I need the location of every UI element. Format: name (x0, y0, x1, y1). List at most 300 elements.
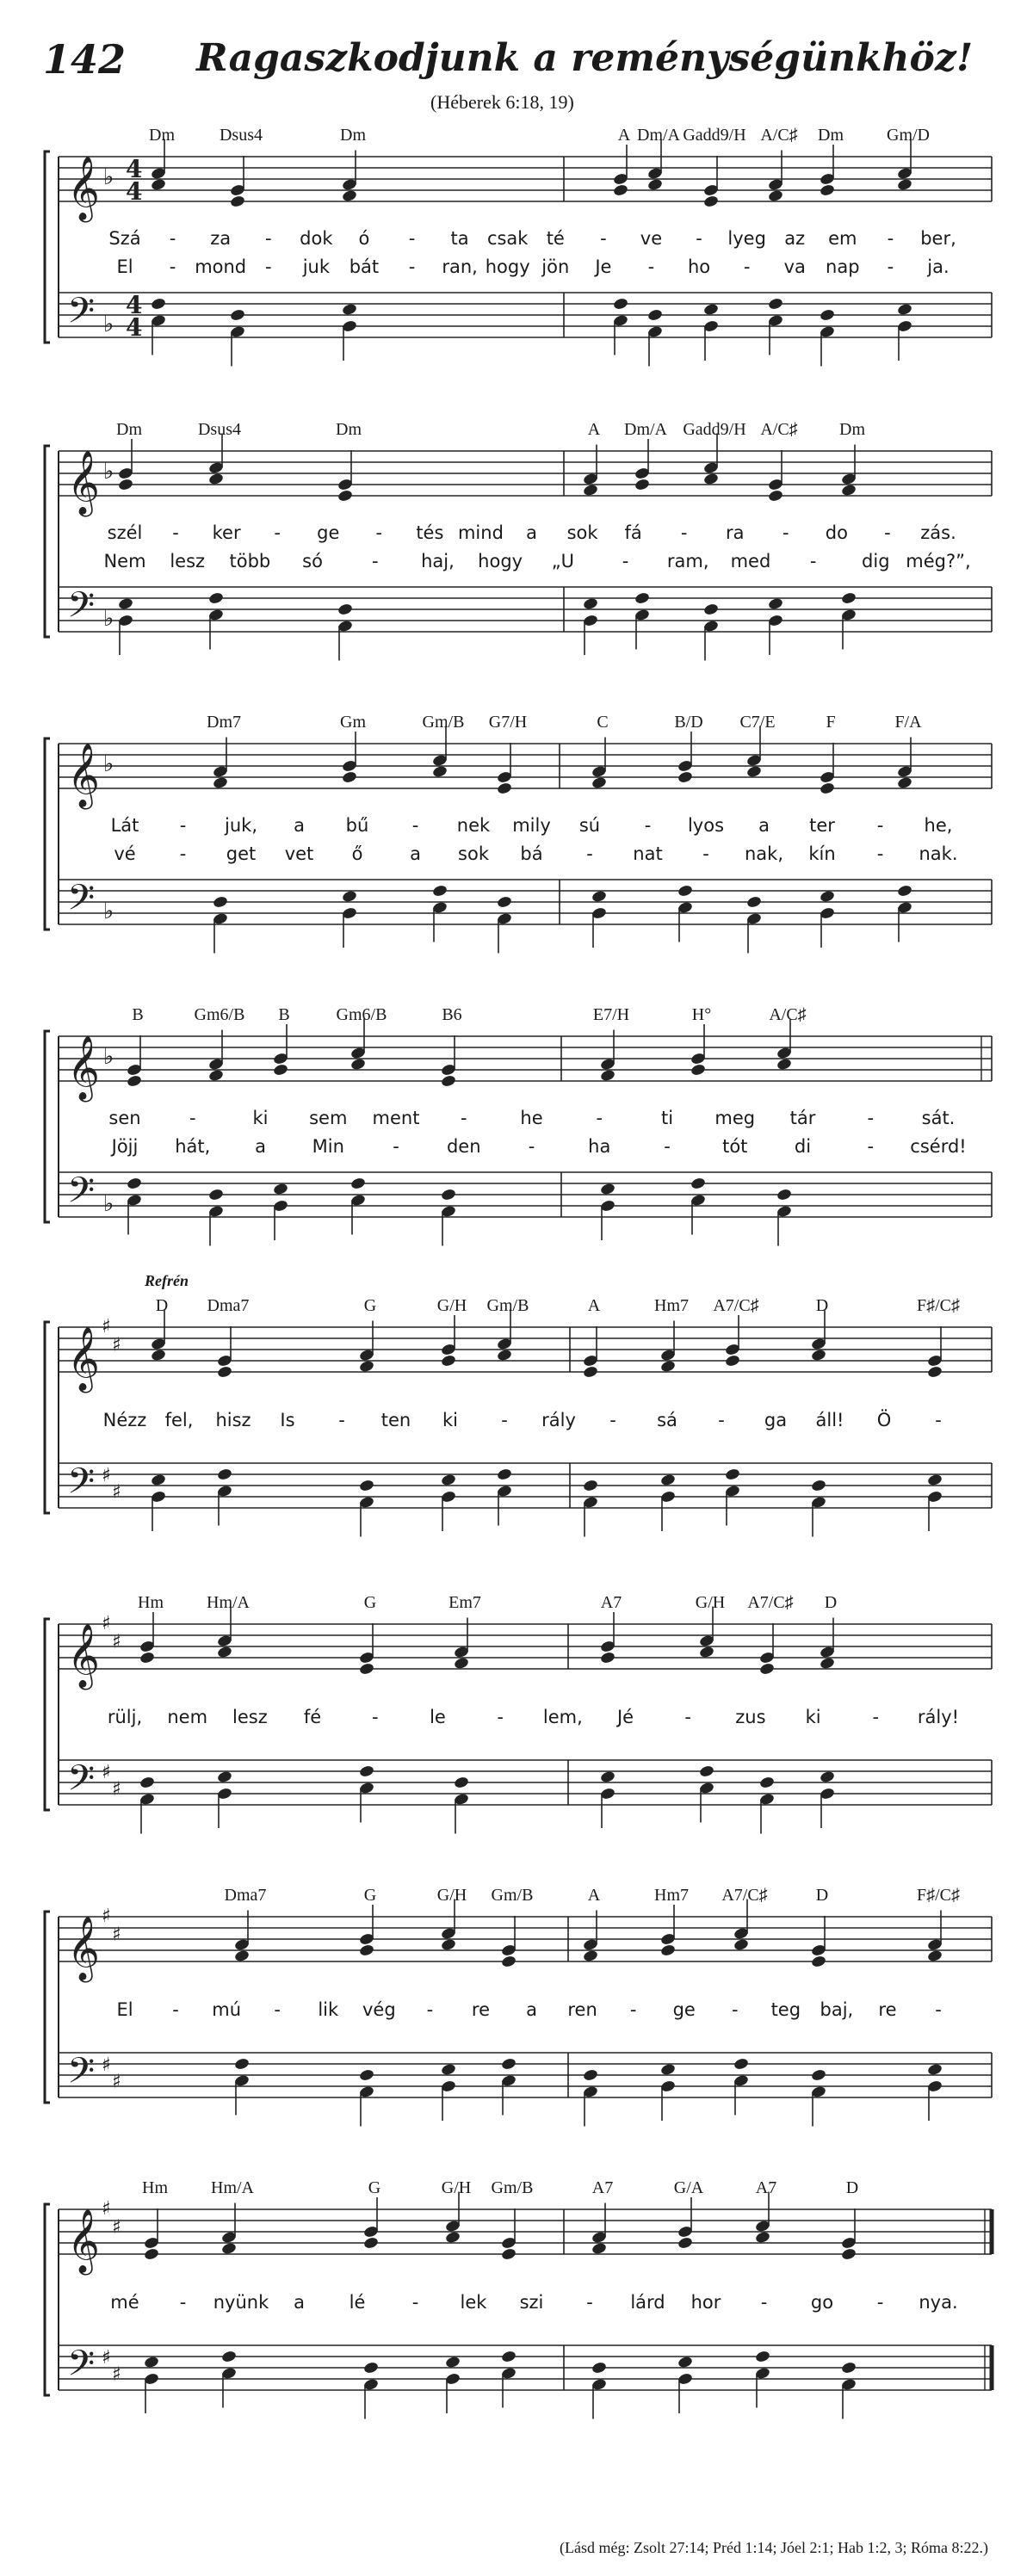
chord-symbol: G/H (695, 1593, 726, 1612)
note-head (583, 1949, 599, 1963)
lyric-syllable: nya. (919, 2292, 958, 2313)
lyric-syllable: té (546, 228, 565, 249)
note-head (759, 1662, 776, 1676)
lyric-syllable: rülj, (107, 1707, 143, 1727)
note-head (677, 2236, 694, 2250)
note-head (359, 2068, 375, 2082)
lyric-syllable: ha (588, 1136, 611, 1157)
lyric-syllable: ran, (442, 256, 478, 277)
lyric-syllable: juk (302, 256, 330, 277)
key-sharp-icon: ♯ (112, 1924, 121, 1946)
refrain-label: Refrén (145, 1272, 189, 1289)
note-head (820, 1657, 836, 1671)
lyric-syllable: sát. (921, 1108, 956, 1128)
lyric-syllable: - (644, 815, 652, 836)
lyric-syllable: vég (362, 1999, 396, 2020)
note-head (441, 2063, 457, 2077)
lyric-syllable: - (274, 1999, 281, 2020)
lyric-syllable: - (586, 843, 593, 864)
lyric-syllable: baj, (820, 1999, 854, 2020)
scripture-reference: (Héberek 6:18, 19) (430, 91, 574, 113)
note-head (703, 473, 720, 486)
note-head (273, 1063, 289, 1077)
lyric-syllable: rály (541, 1410, 576, 1430)
lyric-syllable: meg (714, 1108, 756, 1128)
key-sharp-icon: ♯ (102, 1762, 111, 1783)
lyric-syllable: ta (450, 228, 469, 249)
lyric-syllable: - (867, 1136, 875, 1157)
note-head (217, 1770, 233, 1784)
lyric-syllable: - (338, 1410, 345, 1430)
lyric-syllable: mé (110, 2292, 139, 2313)
bass-clef-icon: 𝄢 (67, 1461, 96, 1510)
treble-clef-icon: 𝄞 (67, 157, 100, 220)
note-head (350, 1058, 367, 1072)
lyric-syllable: szi (519, 2292, 544, 2313)
music-system (0, 120, 1033, 460)
lyric-syllable: - (586, 2292, 593, 2313)
note-head (217, 1467, 233, 1481)
chord-symbol: F/A (894, 713, 922, 732)
note-head (755, 2350, 771, 2363)
chord-symbol: G7/H (488, 713, 528, 732)
chord-symbol: A7 (755, 2178, 777, 2197)
note-head (927, 1949, 943, 1963)
lyric-syllable: - (408, 256, 416, 277)
note-head (647, 178, 664, 192)
chord-symbol: Hm/A (211, 2178, 254, 2197)
lyric-syllable: ó (358, 228, 370, 249)
lyric-syllable: dok (300, 228, 333, 249)
chord-symbol: B/D (674, 713, 703, 732)
key-sharp-icon: ♯ (112, 1481, 121, 1504)
lyric-syllable: sá (657, 1410, 677, 1430)
lyric-syllable: Jé (616, 1707, 634, 1727)
lyric-syllable: va (783, 256, 806, 277)
note-head (441, 1074, 457, 1088)
lyric-syllable: - (172, 522, 179, 543)
lyric-syllable: a (758, 815, 770, 836)
lyric-syllable: den (446, 1136, 481, 1157)
lyric-syllable: Is (280, 1410, 295, 1430)
bass-clef-icon: 𝄢 (67, 2343, 96, 2393)
note-head (811, 1955, 827, 1968)
lyric-syllable: - (169, 228, 176, 249)
lyric-syllable: sen (108, 1108, 141, 1128)
note-head (230, 308, 246, 322)
time-signature: 4 (126, 177, 143, 206)
system-bracket (45, 2204, 50, 2395)
note-head (221, 2242, 238, 2256)
chord-symbol: A (617, 126, 631, 145)
chord-symbol: A (587, 420, 601, 439)
note-head (441, 1188, 457, 1202)
chord-symbol: A7/C♯ (713, 1296, 759, 1315)
chord-symbol: A7 (591, 2178, 614, 2197)
note-head (820, 1770, 836, 1784)
lyric-syllable: a (526, 1999, 537, 2020)
note-head (699, 1646, 715, 1659)
lyric-syllable: - (867, 1108, 875, 1128)
lyric-syllable: - (179, 2292, 187, 2313)
note-head (591, 2242, 608, 2256)
lyric-syllable: teg (770, 1999, 801, 2020)
lyric-syllable: hogy (485, 256, 530, 277)
lyric-syllable: ge (672, 1999, 696, 2020)
lyric-syllable: med (730, 551, 771, 571)
lyric-syllable: - (684, 1707, 692, 1727)
lyric-syllable: - (884, 522, 891, 543)
note-head (820, 890, 836, 904)
key-sharp-icon: ♯ (102, 2198, 111, 2220)
chord-symbol: G/A (673, 2178, 704, 2197)
lyric-syllable: - (179, 843, 187, 864)
note-head (841, 591, 857, 605)
note-head (230, 195, 246, 208)
note-head (768, 297, 784, 311)
note-head (613, 183, 629, 197)
lyric-syllable: hát, (175, 1136, 211, 1157)
lyric-syllable: lem, (542, 1707, 583, 1727)
chord-symbol: E7/H (592, 1005, 630, 1024)
note-head (583, 1479, 599, 1492)
note-head (208, 1069, 225, 1083)
lyric-syllable: ram, (666, 551, 709, 571)
chord-symbol: Em7 (448, 1593, 481, 1612)
lyric-syllable: - (179, 815, 187, 836)
lyric-syllable: - (680, 522, 688, 543)
lyric-syllable: fá (624, 522, 642, 543)
lyric-syllable: bű (345, 815, 369, 836)
lyric-syllable: ber, (920, 228, 956, 249)
note-head (454, 1657, 470, 1671)
lyric-syllable: zus (735, 1707, 766, 1727)
lyric-syllable: ti (660, 1108, 674, 1128)
key-sharp-icon: ♯ (112, 2216, 121, 2239)
lyric-syllable: - (371, 1707, 379, 1727)
lyric-syllable: he, (924, 815, 953, 836)
note-head (897, 178, 913, 192)
chord-symbol: Dm (116, 420, 142, 439)
note-head (359, 1662, 375, 1676)
chord-symbol: Gm/D (887, 126, 930, 145)
note-head (501, 2247, 517, 2261)
key-sharp-icon: ♯ (102, 1316, 111, 1337)
chord-symbol: F♯/C♯ (916, 1296, 961, 1315)
key-flat-icon: ♭ (103, 312, 114, 337)
lyric-syllable: ten (380, 1410, 411, 1430)
bass-clef-icon: 𝄢 (67, 290, 96, 340)
chord-symbol: H° (691, 1005, 712, 1024)
chord-symbol: A/C♯ (760, 126, 798, 145)
lyric-syllable: jön (541, 256, 570, 277)
chord-symbol: Gm/B (491, 1886, 534, 1905)
note-head (359, 1360, 375, 1374)
note-head (497, 1467, 513, 1481)
note-head (337, 489, 354, 503)
lyric-syllable: - (647, 256, 655, 277)
note-head (647, 308, 664, 322)
chord-symbol: G (363, 1886, 377, 1905)
chord-symbol: C (597, 713, 609, 732)
note-head (841, 2247, 857, 2261)
note-head (703, 303, 720, 317)
note-head (703, 195, 720, 208)
key-flat-icon: ♭ (103, 606, 114, 632)
chord-symbol: G (368, 2178, 381, 2197)
lyric-syllable: - (411, 2292, 419, 2313)
lyric-syllable: lesz (170, 551, 206, 571)
lyric-syllable: lek (460, 2292, 487, 2313)
bass-clef-icon: 𝄢 (67, 2050, 96, 2100)
lyric-syllable: - (375, 522, 383, 543)
note-head (217, 1365, 233, 1379)
key-sharp-icon: ♯ (102, 2347, 111, 2369)
note-head (342, 890, 358, 904)
staff-graphics (0, 2173, 1033, 2513)
lyric-syllable: zás. (920, 522, 956, 543)
lyric-syllable: ra (725, 522, 745, 543)
lyric-syllable: ja. (927, 256, 949, 277)
note-head (768, 597, 784, 611)
note-head (634, 591, 651, 605)
note-head (221, 2350, 238, 2363)
note-head (441, 1938, 457, 1952)
chord-symbol: D (824, 1593, 838, 1612)
chord-symbol: A/C♯ (769, 1005, 807, 1024)
note-head (497, 895, 513, 909)
chord-symbol: Gm (340, 713, 366, 732)
lyric-syllable: - (264, 256, 272, 277)
lyric-syllable: - (809, 551, 817, 571)
chord-symbol: F♯/C♯ (916, 1886, 961, 1905)
key-sharp-icon: ♯ (112, 1631, 121, 1653)
lyric-syllable: - (501, 1410, 508, 1430)
music-system (0, 1272, 1033, 1631)
lyric-syllable: - (935, 1999, 942, 2020)
chord-symbol: Hm/A (207, 1593, 250, 1612)
key-flat-icon: ♭ (103, 164, 114, 190)
lyric-syllable: bát (349, 256, 380, 277)
system-bracket (45, 151, 50, 343)
chord-symbol: Hm (138, 1593, 164, 1612)
lyric-syllable: - (393, 1136, 399, 1157)
key-sharp-icon: ♯ (102, 2054, 111, 2076)
note-head (497, 781, 513, 795)
chord-symbol: B6 (442, 1005, 462, 1024)
lyric-syllable: do (825, 522, 848, 543)
note-head (151, 297, 167, 311)
lyric-syllable: juk, (225, 815, 257, 836)
note-head (699, 1764, 715, 1778)
system-bracket (45, 1322, 50, 1513)
music-system (0, 1588, 1033, 1928)
lyric-syllable: „U (551, 551, 574, 571)
lyric-syllable: a (410, 843, 421, 864)
key-sharp-icon: ♯ (112, 2363, 121, 2386)
note-head (660, 1943, 677, 1957)
lyric-syllable: - (743, 256, 751, 277)
lyric-syllable: szél (107, 522, 143, 543)
chord-symbol: B (278, 1005, 290, 1024)
lyric-syllable: mú (212, 1999, 242, 2020)
note-head (217, 1646, 233, 1659)
lyric-syllable: - (408, 228, 416, 249)
key-flat-icon: ♭ (103, 751, 114, 777)
chord-symbol: Gm/B (422, 713, 465, 732)
note-head (820, 183, 836, 197)
note-head (583, 1365, 599, 1379)
note-head (151, 178, 167, 192)
lyric-syllable: - (718, 1410, 725, 1430)
lyric-syllable: - (696, 228, 702, 249)
key-flat-icon: ♭ (103, 1191, 114, 1217)
lyric-syllable: ga (764, 1410, 788, 1430)
lyric-syllable: sem (309, 1108, 348, 1128)
note-head (342, 303, 358, 317)
lyric-syllable: rály! (917, 1707, 960, 1727)
staff-graphics (0, 120, 1033, 460)
lyric-syllable: nyünk (213, 2292, 269, 2313)
note-head (342, 189, 358, 203)
lyric-syllable: El (116, 1999, 133, 2020)
note-head (811, 2068, 827, 2082)
lyric-syllable: Lát (110, 815, 139, 836)
note-head (591, 2361, 608, 2375)
treble-clef-icon: 𝄞 (67, 451, 100, 515)
lyric-syllable: - (876, 2292, 884, 2313)
chord-symbol: G/H (436, 1886, 467, 1905)
note-head (725, 1467, 741, 1481)
lyric-syllable: go (810, 2292, 834, 2313)
key-flat-icon: ♭ (103, 899, 114, 924)
time-signature: 4 (126, 313, 143, 342)
lyric-syllable: mond (195, 256, 247, 277)
lyric-syllable: sok (458, 843, 489, 864)
note-head (337, 602, 354, 616)
chord-symbol: Dm/A (637, 126, 680, 145)
lyric-syllable: Jöjj (111, 1136, 139, 1157)
note-head (897, 776, 913, 790)
lyric-syllable: nap (826, 256, 860, 277)
note-head (127, 1177, 143, 1190)
bass-clef-icon: 𝄢 (67, 1170, 96, 1220)
note-head (118, 478, 134, 491)
note-head (363, 2236, 380, 2250)
lyric-syllable: több (229, 551, 271, 571)
lyric-syllable: Min (312, 1136, 344, 1157)
lyric-syllable: ki (252, 1108, 269, 1128)
note-head (634, 478, 651, 491)
note-head (841, 2361, 857, 2375)
lyric-syllable: mily (512, 815, 551, 836)
lyric-syllable: ren (567, 1999, 597, 2020)
note-head (273, 1183, 289, 1196)
note-head (139, 1651, 156, 1665)
chord-symbol: F (826, 713, 836, 732)
lyric-syllable: - (887, 256, 894, 277)
note-head (820, 781, 836, 795)
lyric-syllable: dig (862, 551, 890, 571)
chord-symbol: C7/E (739, 713, 776, 732)
lyric-syllable: csérd! (910, 1136, 967, 1157)
chord-symbol: Dma7 (224, 1886, 267, 1905)
note-head (776, 1188, 793, 1202)
lyric-syllable: get (226, 843, 257, 864)
note-head (359, 1764, 375, 1778)
note-head (811, 1349, 827, 1362)
note-head (501, 2350, 517, 2363)
lyric-syllable: Nézz (102, 1410, 147, 1430)
lyric-syllable: fé (303, 1707, 322, 1727)
note-head (583, 2068, 599, 2082)
key-sharp-icon: ♯ (102, 1465, 111, 1486)
chord-symbol: A (587, 1296, 601, 1315)
lyric-syllable: kín (808, 843, 836, 864)
lyric-syllable: nak. (919, 843, 958, 864)
lyric-syllable: lé (349, 2292, 366, 2313)
note-head (927, 1365, 943, 1379)
lyric-syllable: csak (486, 228, 529, 249)
lyric-syllable: hogy (478, 551, 523, 571)
lyric-syllable: áll! (815, 1410, 844, 1430)
chord-symbol: Dm (340, 126, 366, 145)
lyric-syllable: bá (520, 843, 543, 864)
lyric-syllable: - (264, 228, 272, 249)
lyric-syllable: lik (318, 1999, 339, 2020)
key-sharp-icon: ♯ (112, 1778, 121, 1801)
system-bracket (45, 1619, 50, 1810)
song-title: Ragaszkodjunk a reménységünkhöz! (196, 36, 974, 80)
note-head (768, 489, 784, 503)
chord-symbol: Dma7 (207, 1296, 250, 1315)
chord-symbol: Gm6/B (336, 1005, 387, 1024)
lyric-syllable: tés (416, 522, 444, 543)
lyric-syllable: ker (212, 522, 241, 543)
chord-symbol: A (587, 1886, 601, 1905)
note-head (454, 1776, 470, 1789)
note-head (776, 1058, 793, 1072)
staff-graphics (0, 1881, 1033, 2221)
note-head (820, 308, 836, 322)
lyric-syllable: - (731, 1999, 739, 2020)
note-head (841, 484, 857, 497)
note-head (600, 1770, 616, 1784)
music-system (0, 707, 1033, 1047)
staff-graphics (0, 1588, 1033, 1928)
note-head (591, 890, 608, 904)
lyric-syllable: - (622, 551, 629, 571)
note-head (213, 895, 229, 909)
chord-symbol: D (815, 1296, 829, 1315)
note-head (208, 591, 225, 605)
lyric-syllable: - (169, 256, 176, 277)
lyric-syllable: lesz (232, 1707, 268, 1727)
chord-symbol: Dm (336, 420, 362, 439)
key-sharp-icon: ♯ (112, 1334, 121, 1356)
lyric-syllable: tót (722, 1136, 748, 1157)
note-head (690, 1063, 707, 1077)
lyric-syllable: tár (789, 1108, 816, 1128)
lyric-syllable: vet (284, 843, 314, 864)
note-head (927, 1473, 943, 1487)
note-head (208, 473, 225, 486)
chord-symbol: D (845, 2178, 859, 2197)
note-head (759, 1776, 776, 1789)
note-head (677, 770, 694, 784)
chord-symbol: A7/C♯ (747, 1593, 794, 1612)
lyric-syllable: a (255, 1136, 266, 1157)
